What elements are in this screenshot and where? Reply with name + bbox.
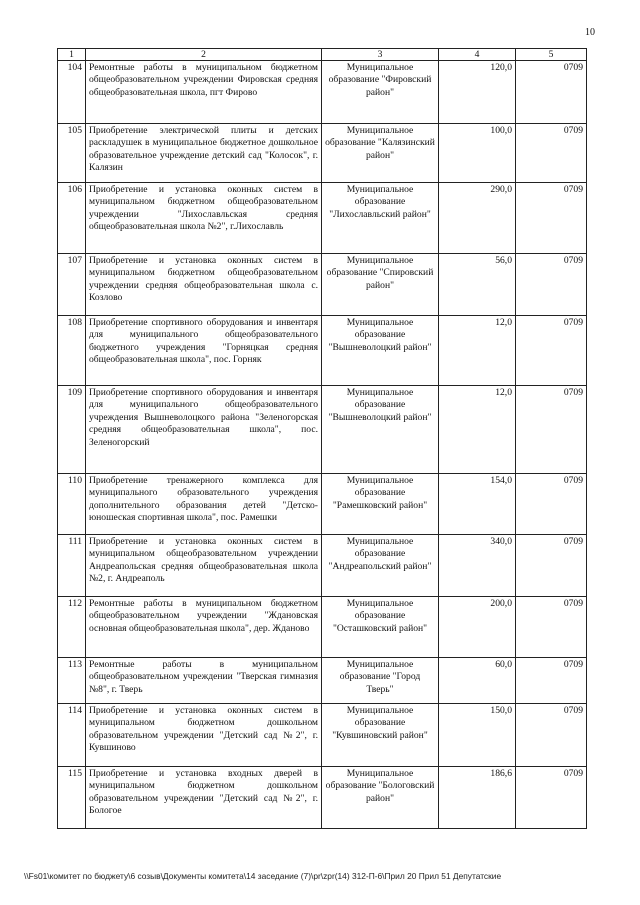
row-municipality: Муниципальное образование "Бологовский район": [322, 767, 439, 829]
table-row: [58, 316, 587, 386]
table-row: [58, 61, 587, 124]
row-description: Ремонтные работы в муниципальном бюджетном общеобразовательном учреждении Фировская средняя общеобразовательная школа, пгт Фирово: [86, 61, 322, 124]
row-amount: 100,0: [439, 124, 516, 183]
table-row: [58, 658, 587, 704]
table-row: [58, 124, 587, 183]
table-row: [58, 597, 587, 658]
row-amount: 290,0: [439, 183, 516, 254]
row-amount: 200,0: [439, 597, 516, 658]
table-row: [58, 535, 587, 597]
row-amount: 150,0: [439, 704, 516, 767]
row-municipality: Муниципальное образование "Фировский район": [322, 61, 439, 124]
row-number: 113: [58, 658, 86, 704]
row-code: 0709: [516, 316, 587, 386]
row-municipality: Муниципальное образование "Калязинский район": [322, 124, 439, 183]
table-header-row: [58, 49, 587, 61]
row-number: 114: [58, 704, 86, 767]
row-code: 0709: [516, 254, 587, 316]
row-description: Приобретение спортивного оборудования и инвентаря для муниципального общеобразовательного бюджетного учреждения "Горняцкая средняя общеобразовательная школа", пос. Горняк: [86, 316, 322, 386]
row-amount: 340,0: [439, 535, 516, 597]
column-header: 3: [322, 49, 439, 61]
table-row: [58, 704, 587, 767]
table-row: [58, 183, 587, 254]
column-header: 4: [439, 49, 516, 61]
table-row: [58, 386, 587, 474]
row-code: 0709: [516, 386, 587, 474]
row-municipality: Муниципальное образование "Лихославльский район": [322, 183, 439, 254]
row-amount: 12,0: [439, 386, 516, 474]
row-amount: 12,0: [439, 316, 516, 386]
file-path-footer: \\Fs01\комитет по бюджету\6 созыв\Документы комитета\14 заседание (7)\pr\zpr(14) 312-П-6\Прил 20 Прил 51 Депутатские: [24, 871, 502, 881]
row-code: 0709: [516, 474, 587, 535]
row-code: 0709: [516, 183, 587, 254]
table-row: [58, 254, 587, 316]
row-municipality: Муниципальное образование "Вышневолоцкий район": [322, 316, 439, 386]
column-header: 5: [516, 49, 587, 61]
row-description: Приобретение и установка оконных систем в муниципальном бюджетном дошкольном образовательном учреждении "Детский сад №2", г. Кувшиново: [86, 704, 322, 767]
row-code: 0709: [516, 61, 587, 124]
row-number: 106: [58, 183, 86, 254]
row-code: 0709: [516, 597, 587, 658]
row-number: 104: [58, 61, 86, 124]
row-description: Приобретение и установка оконных систем в муниципальном бюджетном общеобразовательном учреждении "Лихославльская средняя общеобразовательная школа №2", г.Лихославль: [86, 183, 322, 254]
row-number: 112: [58, 597, 86, 658]
table-row: [58, 474, 587, 535]
budget-table: [57, 48, 587, 829]
row-municipality: Муниципальное образование "Вышневолоцкий район": [322, 386, 439, 474]
row-municipality: Муниципальное образование "Рамешковский район": [322, 474, 439, 535]
row-number: 115: [58, 767, 86, 829]
row-description: Приобретение спортивного оборудования и инвентаря для муниципального общеобразовательного учреждения Вышневолоцкого района "Зеленогорская средняя общеобразовательная школа", пос. Зеленогорский: [86, 386, 322, 474]
column-header: 1: [58, 49, 86, 61]
row-description: Приобретение тренажерного комплекса для муниципального образовательного учреждения дополнительного образования детей "Детско-юношеская спортивная школа", пос. Рамешки: [86, 474, 322, 535]
row-municipality: Муниципальное образование "Кувшиновский район": [322, 704, 439, 767]
row-number: 110: [58, 474, 86, 535]
row-number: 109: [58, 386, 86, 474]
row-description: Приобретение и установка входных дверей в муниципальном бюджетном дошкольном образовательном учреждении "Детский сад №2", г. Бологое: [86, 767, 322, 829]
page-number: 10: [585, 27, 595, 38]
row-municipality: Муниципальное образование "Город Тверь": [322, 658, 439, 704]
row-municipality: Муниципальное образование "Спировский район": [322, 254, 439, 316]
row-amount: 186,6: [439, 767, 516, 829]
row-number: 107: [58, 254, 86, 316]
row-amount: 154,0: [439, 474, 516, 535]
row-number: 108: [58, 316, 86, 386]
row-code: 0709: [516, 535, 587, 597]
row-description: Ремонтные работы в муниципальном общеобразовательном учреждении "Тверская гимназия №8", г. Тверь: [86, 658, 322, 704]
row-description: Ремонтные работы в муниципальном бюджетном общеобразовательном учреждении "Ждановская основная общеобразовательная школа", дер. Жданово: [86, 597, 322, 658]
column-header: 2: [86, 49, 322, 61]
row-number: 105: [58, 124, 86, 183]
row-amount: 120,0: [439, 61, 516, 124]
row-number: 111: [58, 535, 86, 597]
table-row: [58, 767, 587, 829]
row-description: Приобретение электрической плиты и детских раскладушек в муниципальное бюджетное дошкольное образовательное учреждение детский сад "Колосок", г. Калязин: [86, 124, 322, 183]
row-description: Приобретение и установка оконных систем в муниципальном общеобразовательном учреждении Андреапольская средняя общеобразовательная школа №2, г. Андреаполь: [86, 535, 322, 597]
row-amount: 60,0: [439, 658, 516, 704]
row-code: 0709: [516, 767, 587, 829]
row-municipality: Муниципальное образование "Андреапольский район": [322, 535, 439, 597]
row-municipality: Муниципальное образование "Осташковский район": [322, 597, 439, 658]
row-code: 0709: [516, 704, 587, 767]
row-description: Приобретение и установка оконных систем в муниципальном бюджетном общеобразовательном учреждении средняя общеобразовательная школа с. Козлово: [86, 254, 322, 316]
row-code: 0709: [516, 124, 587, 183]
row-amount: 56,0: [439, 254, 516, 316]
row-code: 0709: [516, 658, 587, 704]
